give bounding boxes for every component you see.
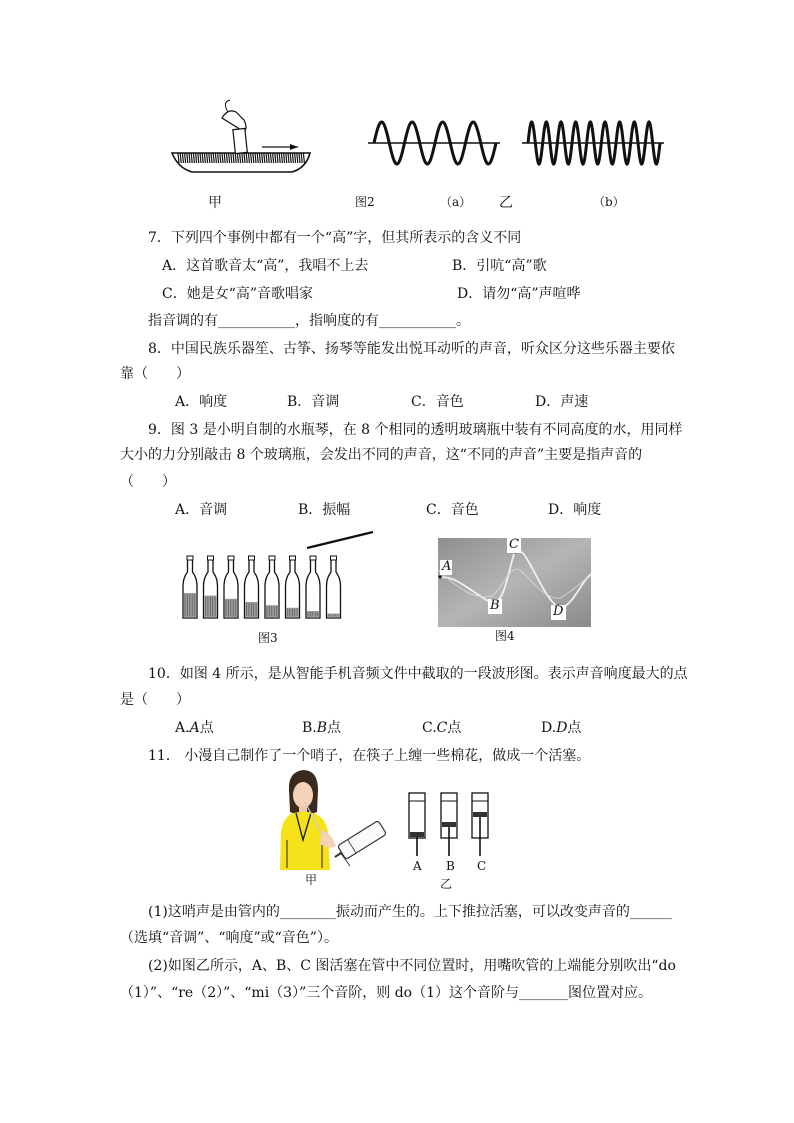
q8-option-b: B．音调 xyxy=(287,394,340,410)
fig4-point-d: D xyxy=(553,604,564,619)
q9-option-d: D．响度 xyxy=(548,502,602,518)
fig2-yi-label: 乙 xyxy=(499,195,513,211)
q10-a-var: A xyxy=(189,720,200,736)
fig4-point-c: C xyxy=(509,537,519,552)
q10-c-letter: C. xyxy=(422,720,437,736)
q8-option-a: A．响度 xyxy=(175,394,228,410)
q8-line1: 8．中国民族乐器笙、古筝、扬琴等能发出悦耳动听的声音，听众区分这些乐器主要依 xyxy=(148,341,675,357)
q10-a-tail: 点 xyxy=(199,720,214,736)
fig4-point-a: A xyxy=(442,559,452,574)
q11-part2-line2: （1）”、“re（2）”、“mi（3）”三个音阶，则 do（1）这个音阶与_______图位置对应。 xyxy=(120,985,652,1001)
q10-line1: 10．如图 4 所示，是从智能手机音频文件中截取的一段波形图。表示声音响度最大的点 xyxy=(148,666,688,682)
q10-d-var: D xyxy=(556,720,568,736)
q10-b-letter: B. xyxy=(302,720,317,736)
q11-part1-line1: (1)这哨声是由管内的________振动而产生的。上下推拉活塞，可以改变声音的______ xyxy=(148,904,672,920)
q9-option-a: A．音调 xyxy=(175,502,228,518)
q9-option-b: B．振幅 xyxy=(298,502,351,518)
q10-d-letter: D. xyxy=(541,720,557,736)
q10-b-tail: 点 xyxy=(327,720,342,736)
q7-option-d: D．请勿“高”声喧哗 xyxy=(457,286,581,302)
fig2-b-label: （b） xyxy=(593,195,625,209)
q11-label-c: C xyxy=(477,859,487,873)
q9-line1: 9．图 3 是小明自制的水瓶琴，在 8 个相同的透明玻璃瓶中装有不同高度的水，用同样 xyxy=(148,422,683,438)
q9-line3: （ ） xyxy=(120,474,176,490)
q10-d-tail: 点 xyxy=(567,720,582,736)
q7-option-a: A．这首歌音太“高”，我唱不上去 xyxy=(162,258,369,274)
q7-option-c: C．她是女“高”音歌唱家 xyxy=(162,286,314,302)
q11-fig-yi: 乙 xyxy=(440,877,453,891)
q10-a-letter: A. xyxy=(175,720,190,736)
q8-option-d: D．声速 xyxy=(535,394,589,410)
q11-label-b: B xyxy=(446,859,455,873)
q7-fill: 指音调的有___________，指响度的有___________。 xyxy=(148,313,470,329)
q7-option-b: B．引吭“高”歌 xyxy=(452,258,547,274)
q9-line2: 大小的力分别敲击 8 个玻璃瓶，会发出不同的声音，这“不同的声音”主要是指声音的 xyxy=(120,447,643,463)
fig4-title: 图4 xyxy=(495,629,515,643)
q11-stem: 11． 小漫自己制作了一个哨子，在筷子上缠一些棉花，做成一个活塞。 xyxy=(148,748,591,764)
q8-line2: 靠（ ） xyxy=(120,366,190,382)
q10-c-var: C xyxy=(436,720,448,736)
q9-option-c: C．音色 xyxy=(426,502,479,518)
q8-option-c: C．音色 xyxy=(411,394,464,410)
fig3-title: 图3 xyxy=(258,631,278,645)
q10-line2: 是（ ） xyxy=(120,692,190,708)
q11-label-a: A xyxy=(413,859,422,873)
fig2-jia-label: 甲 xyxy=(208,195,222,211)
q10-b-var: B xyxy=(316,720,328,736)
q7-stem: 7．下列四个事例中都有一个“高”字，但其所表示的含义不同 xyxy=(148,230,522,246)
fig2-title: 图2 xyxy=(355,195,375,209)
q10-c-tail: 点 xyxy=(447,720,462,736)
q11-fig-jia: 甲 xyxy=(305,873,318,887)
q11-part1-line2: （选填“音调”、“响度”或“音色”）。 xyxy=(120,930,338,946)
fig4-point-b: B xyxy=(490,598,500,613)
fig2-a-label: （a） xyxy=(440,195,472,209)
q11-part2-line1: (2)如图乙所示，A、B、C 图活塞在管中不同位置时，用嘴吹管的上端能分别吹出“do xyxy=(148,958,676,974)
